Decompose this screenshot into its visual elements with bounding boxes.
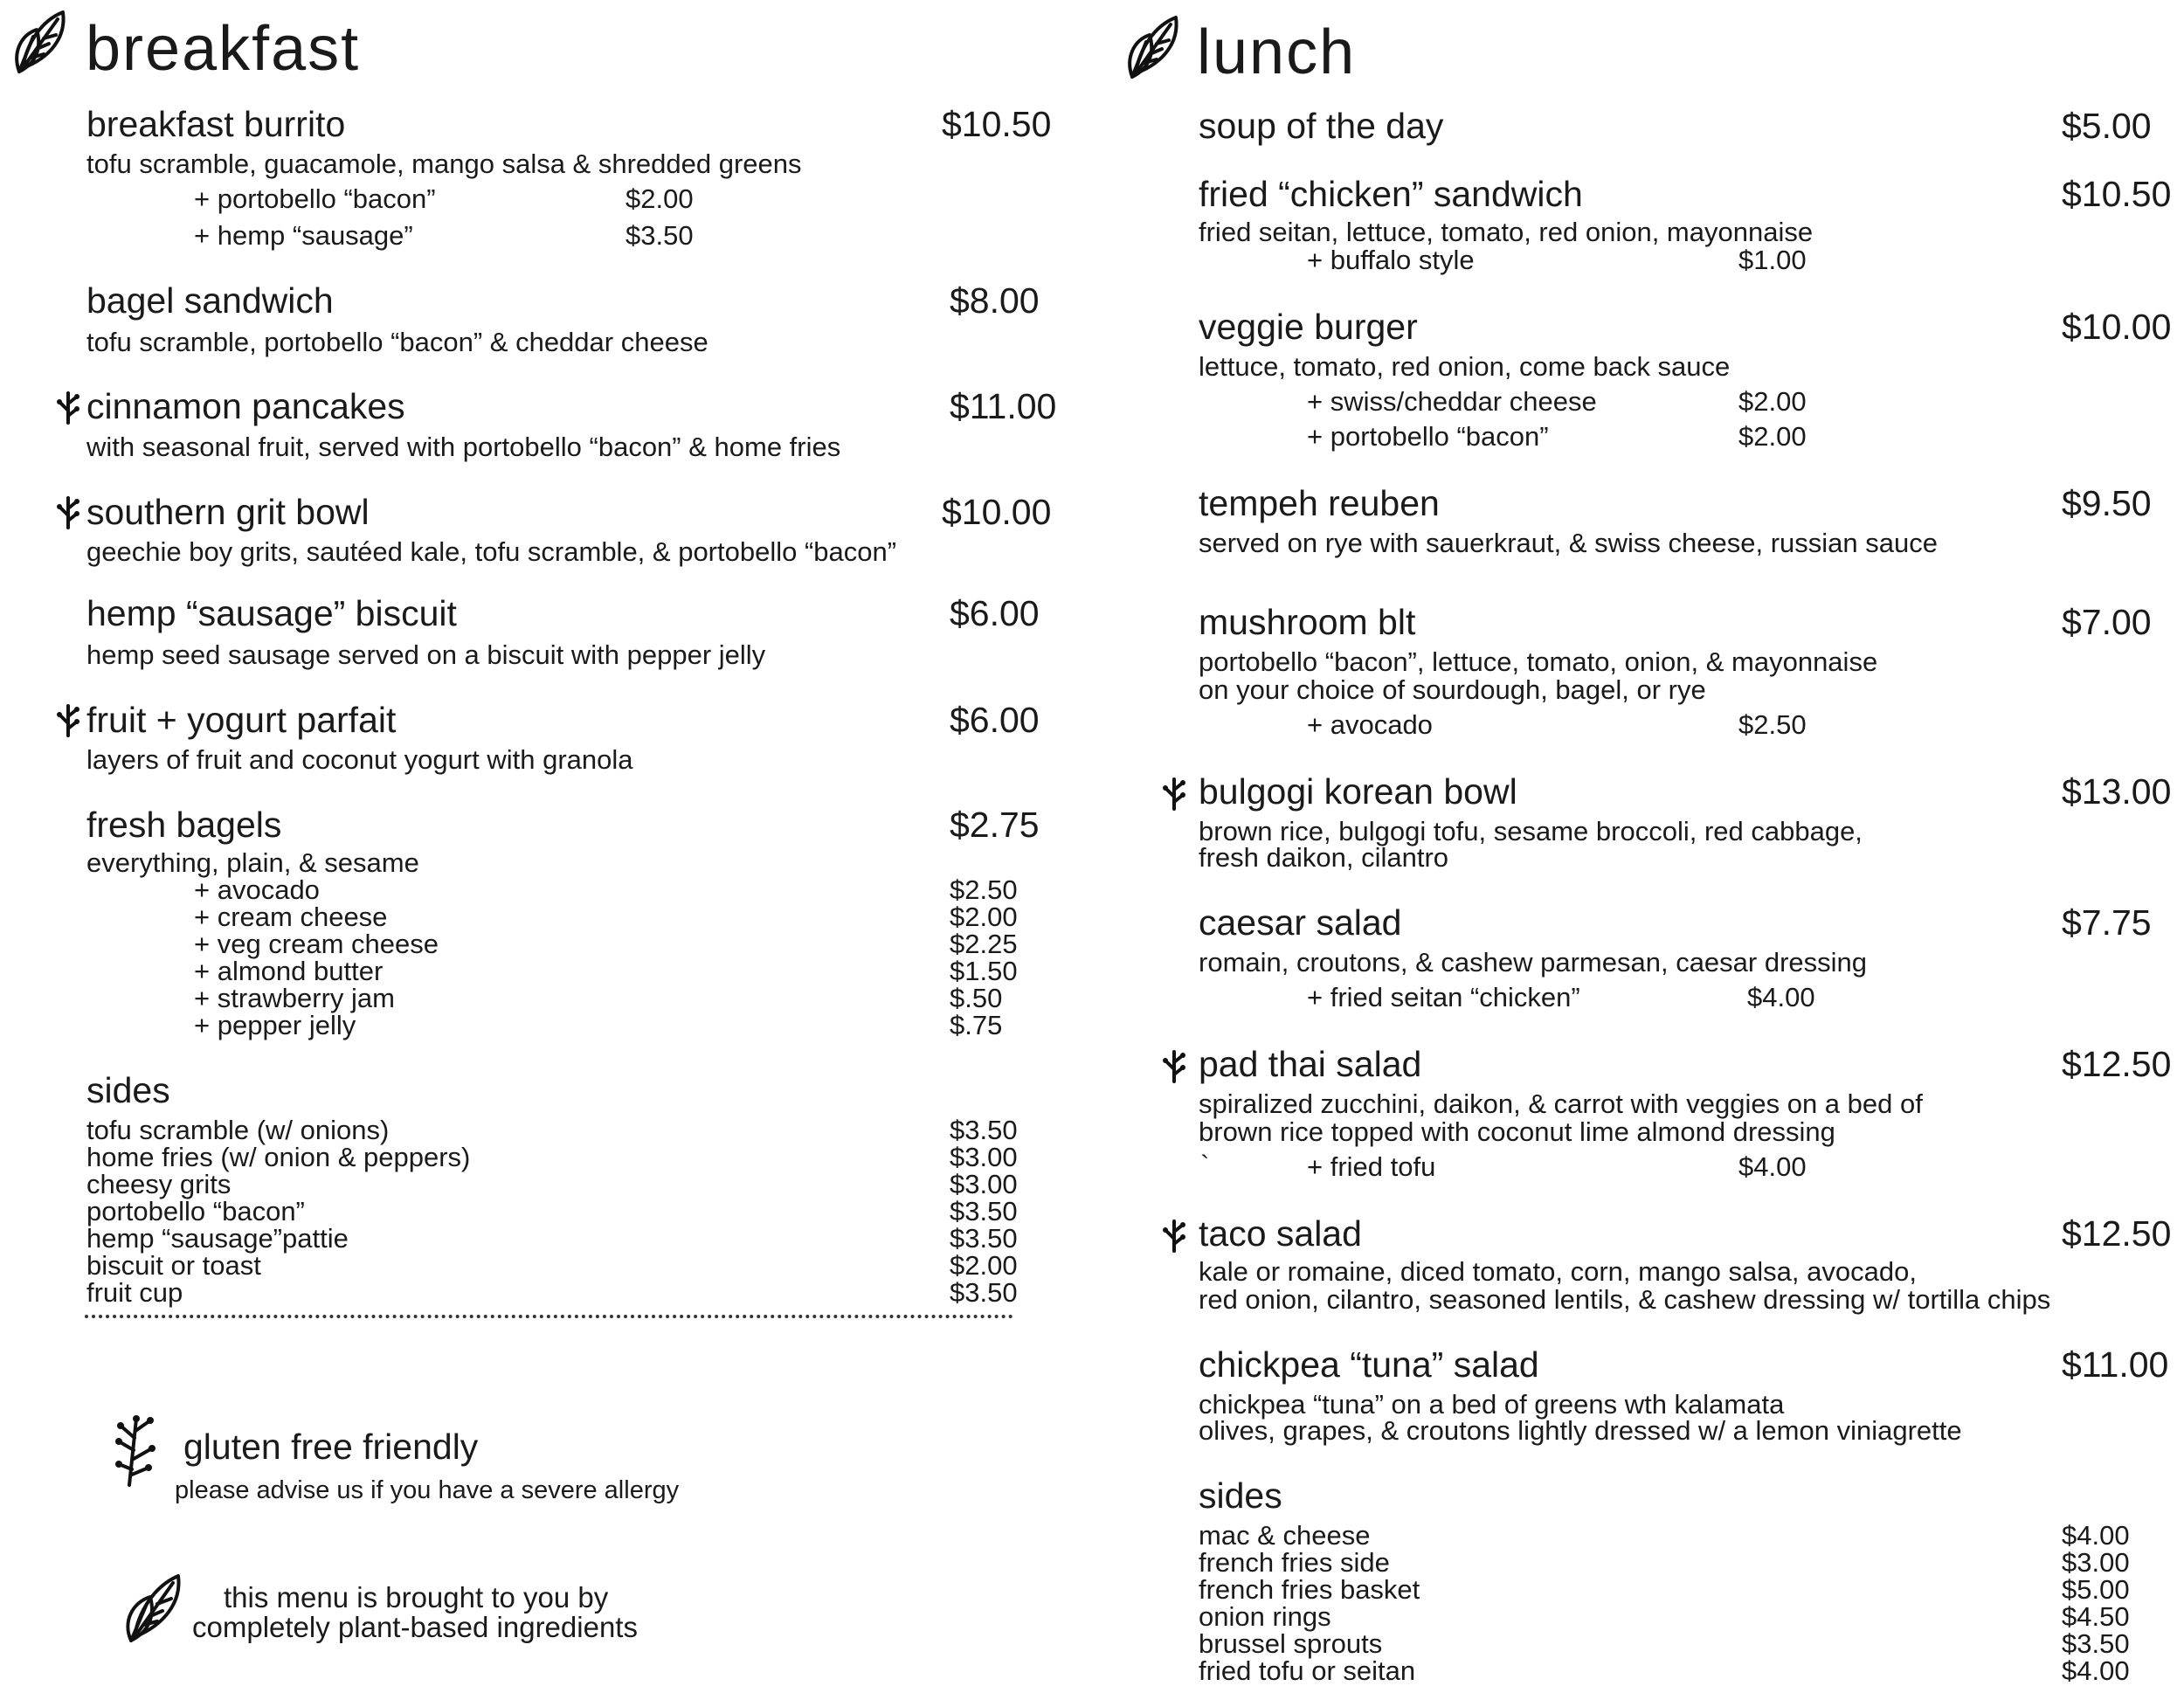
item-desc: served on rye with sauerkraut, & swiss cheese, russian sauce bbox=[1199, 528, 1938, 558]
gluten-free-icon bbox=[54, 702, 80, 737]
item-name: hemp “sausage” biscuit bbox=[86, 593, 457, 633]
item-desc: brown rice, bulgogi tofu, sesame broccoli, red cabbage, bbox=[1199, 816, 1863, 846]
item-name: fresh bagels bbox=[86, 805, 282, 845]
addon-label: + almond butter bbox=[194, 956, 384, 986]
side-price: $5.00 bbox=[2062, 1574, 2130, 1605]
item-price: $8.00 bbox=[950, 280, 1040, 321]
item-desc: chickpea “tuna” on a bed of greens wth kalamata bbox=[1199, 1389, 1785, 1420]
item-name: taco salad bbox=[1199, 1213, 1362, 1254]
dotted-divider bbox=[85, 1315, 1013, 1318]
addon-price: $2.50 bbox=[1738, 709, 1807, 740]
side-label: fruit cup bbox=[86, 1277, 183, 1308]
addon-label: + hemp “sausage” bbox=[194, 220, 413, 251]
item-desc: with seasonal fruit, served with portobello “bacon” & home fries bbox=[86, 432, 841, 462]
addon-label: + veg cream cheese bbox=[194, 929, 439, 959]
side-label: french fries side bbox=[1199, 1547, 1390, 1578]
item-price: $10.00 bbox=[942, 492, 1052, 532]
side-price: $3.00 bbox=[950, 1169, 1018, 1199]
addon-label: + fried tofu bbox=[1307, 1151, 1436, 1182]
item-name: soup of the day bbox=[1199, 106, 1444, 146]
item-price: $2.75 bbox=[950, 805, 1040, 845]
addon-price: $1.00 bbox=[1738, 245, 1807, 275]
item-desc: tofu scramble, portobello “bacon” & cheddar cheese bbox=[86, 327, 708, 357]
addon-price: $2.50 bbox=[950, 874, 1018, 905]
gluten-free-icon bbox=[1160, 776, 1186, 811]
addon-label: + swiss/cheddar cheese bbox=[1307, 386, 1597, 417]
item-name: pad thai salad bbox=[1199, 1044, 1422, 1084]
item-name: caesar salad bbox=[1199, 902, 1402, 943]
item-price: $7.75 bbox=[2062, 902, 2152, 943]
item-name: cinnamon pancakes bbox=[86, 386, 405, 426]
item-desc: layers of fruit and coconut yogurt with granola bbox=[86, 744, 633, 775]
item-desc: hemp seed sausage served on a biscuit with pepper jelly bbox=[86, 639, 766, 670]
legend-plant-line2: completely plant-based ingredients bbox=[192, 1611, 638, 1643]
addon-price: $4.00 bbox=[1738, 1151, 1807, 1182]
item-name: breakfast burrito bbox=[86, 104, 346, 144]
item-price: $9.50 bbox=[2062, 483, 2152, 523]
sides-title: sides bbox=[1199, 1475, 1282, 1516]
item-price: $5.00 bbox=[2062, 106, 2152, 146]
item-desc: portobello “bacon”, lettuce, tomato, onion, & mayonnaise bbox=[1199, 646, 1878, 677]
item-price: $11.00 bbox=[950, 386, 1057, 426]
addon-label: + buffalo style bbox=[1307, 245, 1475, 275]
addon-label: + avocado bbox=[194, 874, 320, 905]
item-desc: kale or romaine, diced tomato, corn, mango salsa, avocado, bbox=[1199, 1256, 1917, 1287]
side-price: $3.50 bbox=[2062, 1628, 2130, 1659]
item-name: bagel sandwich bbox=[86, 280, 334, 321]
side-price: $4.00 bbox=[2062, 1655, 2130, 1686]
item-name: chickpea “tuna” salad bbox=[1199, 1344, 1539, 1385]
side-label: french fries basket bbox=[1199, 1574, 1420, 1605]
item-price: $12.50 bbox=[2062, 1044, 2172, 1084]
side-label: onion rings bbox=[1199, 1601, 1331, 1632]
side-label: fried tofu or seitan bbox=[1199, 1655, 1416, 1686]
side-price: $3.50 bbox=[950, 1115, 1018, 1145]
item-price: $10.50 bbox=[942, 104, 1052, 144]
side-label: biscuit or toast bbox=[86, 1250, 261, 1281]
addon-price: $1.50 bbox=[950, 956, 1018, 986]
item-desc: tofu scramble, guacamole, mango salsa & shredded greens bbox=[86, 149, 802, 179]
stray-mark: ` bbox=[1200, 1150, 1210, 1180]
addon-label: + strawberry jam bbox=[194, 983, 395, 1013]
gluten-free-icon bbox=[1160, 1218, 1186, 1253]
gluten-free-icon bbox=[54, 390, 80, 425]
item-desc: everything, plain, & sesame bbox=[86, 847, 419, 878]
addon-price: $2.00 bbox=[1738, 386, 1807, 417]
addon-label: + portobello “bacon” bbox=[1307, 421, 1549, 452]
breakfast-title: breakfast bbox=[86, 14, 361, 84]
item-desc: geechie boy grits, sautéed kale, tofu scramble, & portobello “bacon” bbox=[86, 536, 897, 567]
item-name: mushroom blt bbox=[1199, 602, 1416, 642]
addon-label: + fried seitan “chicken” bbox=[1307, 982, 1580, 1012]
legend-gf-note: please advise us if you have a severe allergy bbox=[175, 1476, 680, 1504]
item-price: $7.00 bbox=[2062, 602, 2152, 642]
addon-price: $2.00 bbox=[625, 183, 694, 214]
addon-label: + pepper jelly bbox=[194, 1010, 356, 1040]
item-price: $10.00 bbox=[2062, 307, 2172, 347]
item-name: bulgogi korean bowl bbox=[1199, 771, 1517, 812]
side-price: $3.50 bbox=[950, 1196, 1018, 1226]
item-name: tempeh reuben bbox=[1199, 483, 1440, 523]
addon-price: $2.00 bbox=[950, 902, 1018, 932]
gluten-free-icon bbox=[54, 494, 80, 529]
lunch-title: lunch bbox=[1197, 17, 1357, 87]
leaf-icon bbox=[121, 1571, 187, 1646]
item-desc: fried seitan, lettuce, tomato, red onion, mayonnaise bbox=[1199, 217, 1814, 247]
addon-price: $3.50 bbox=[625, 220, 694, 251]
item-price: $12.50 bbox=[2062, 1213, 2172, 1254]
item-desc-2: fresh daikon, cilantro bbox=[1199, 842, 1449, 873]
item-desc-2: on your choice of sourdough, bagel, or rye bbox=[1199, 674, 1706, 705]
addon-label: + avocado bbox=[1307, 709, 1433, 740]
side-label: hemp “sausage”pattie bbox=[86, 1223, 349, 1254]
item-price: $6.00 bbox=[950, 593, 1040, 633]
side-price: $3.00 bbox=[950, 1142, 1018, 1172]
item-price: $10.50 bbox=[2062, 174, 2172, 214]
item-desc-2: red onion, cilantro, seasoned lentils, & cashew dressing w/ tortilla chips bbox=[1199, 1284, 2051, 1315]
leaf-icon bbox=[1123, 12, 1185, 82]
item-name: veggie burger bbox=[1199, 307, 1418, 347]
addon-label: + cream cheese bbox=[194, 902, 388, 932]
item-desc: spiralized zucchini, daikon, & carrot with veggies on a bed of bbox=[1199, 1088, 1923, 1119]
item-name: southern grit bowl bbox=[86, 492, 370, 532]
gluten-free-icon bbox=[110, 1415, 159, 1489]
side-label: portobello “bacon” bbox=[86, 1196, 305, 1226]
side-label: cheesy grits bbox=[86, 1169, 232, 1199]
side-label: home fries (w/ onion & peppers) bbox=[86, 1142, 471, 1172]
side-label: brussel sprouts bbox=[1199, 1628, 1383, 1659]
side-label: mac & cheese bbox=[1199, 1520, 1371, 1551]
item-price: $13.00 bbox=[2062, 771, 2172, 812]
leaf-icon bbox=[10, 7, 72, 77]
side-price: $3.00 bbox=[2062, 1547, 2130, 1578]
item-desc: lettuce, tomato, red onion, come back sauce bbox=[1199, 351, 1731, 382]
item-name: fruit + yogurt parfait bbox=[86, 700, 397, 740]
side-label: tofu scramble (w/ onions) bbox=[86, 1115, 390, 1145]
addon-price: $2.00 bbox=[1738, 421, 1807, 452]
addon-price: $.75 bbox=[950, 1010, 1003, 1040]
addon-price: $2.25 bbox=[950, 929, 1018, 959]
item-desc-2: olives, grapes, & croutons lightly dressed w/ a lemon viniagrette bbox=[1199, 1415, 1962, 1446]
legend-gf-title: gluten free friendly bbox=[183, 1427, 479, 1467]
addon-price: $4.00 bbox=[1747, 982, 1815, 1012]
addon-price: $.50 bbox=[950, 983, 1003, 1013]
gluten-free-icon bbox=[1160, 1048, 1186, 1083]
item-name: fried “chicken” sandwich bbox=[1199, 174, 1583, 214]
side-price: $4.50 bbox=[2062, 1601, 2130, 1632]
item-desc: romain, croutons, & cashew parmesan, caesar dressing bbox=[1199, 947, 1868, 978]
item-price: $6.00 bbox=[950, 700, 1040, 740]
side-price: $2.00 bbox=[950, 1250, 1018, 1281]
legend-plant-line1: this menu is brought to you by bbox=[224, 1581, 609, 1613]
addon-label: + portobello “bacon” bbox=[194, 183, 436, 214]
item-desc-2: brown rice topped with coconut lime almond dressing bbox=[1199, 1116, 1835, 1147]
sides-title: sides bbox=[86, 1070, 170, 1110]
side-price: $4.00 bbox=[2062, 1520, 2130, 1551]
side-price: $3.50 bbox=[950, 1223, 1018, 1254]
item-price: $11.00 bbox=[2062, 1344, 2169, 1385]
side-price: $3.50 bbox=[950, 1277, 1018, 1308]
